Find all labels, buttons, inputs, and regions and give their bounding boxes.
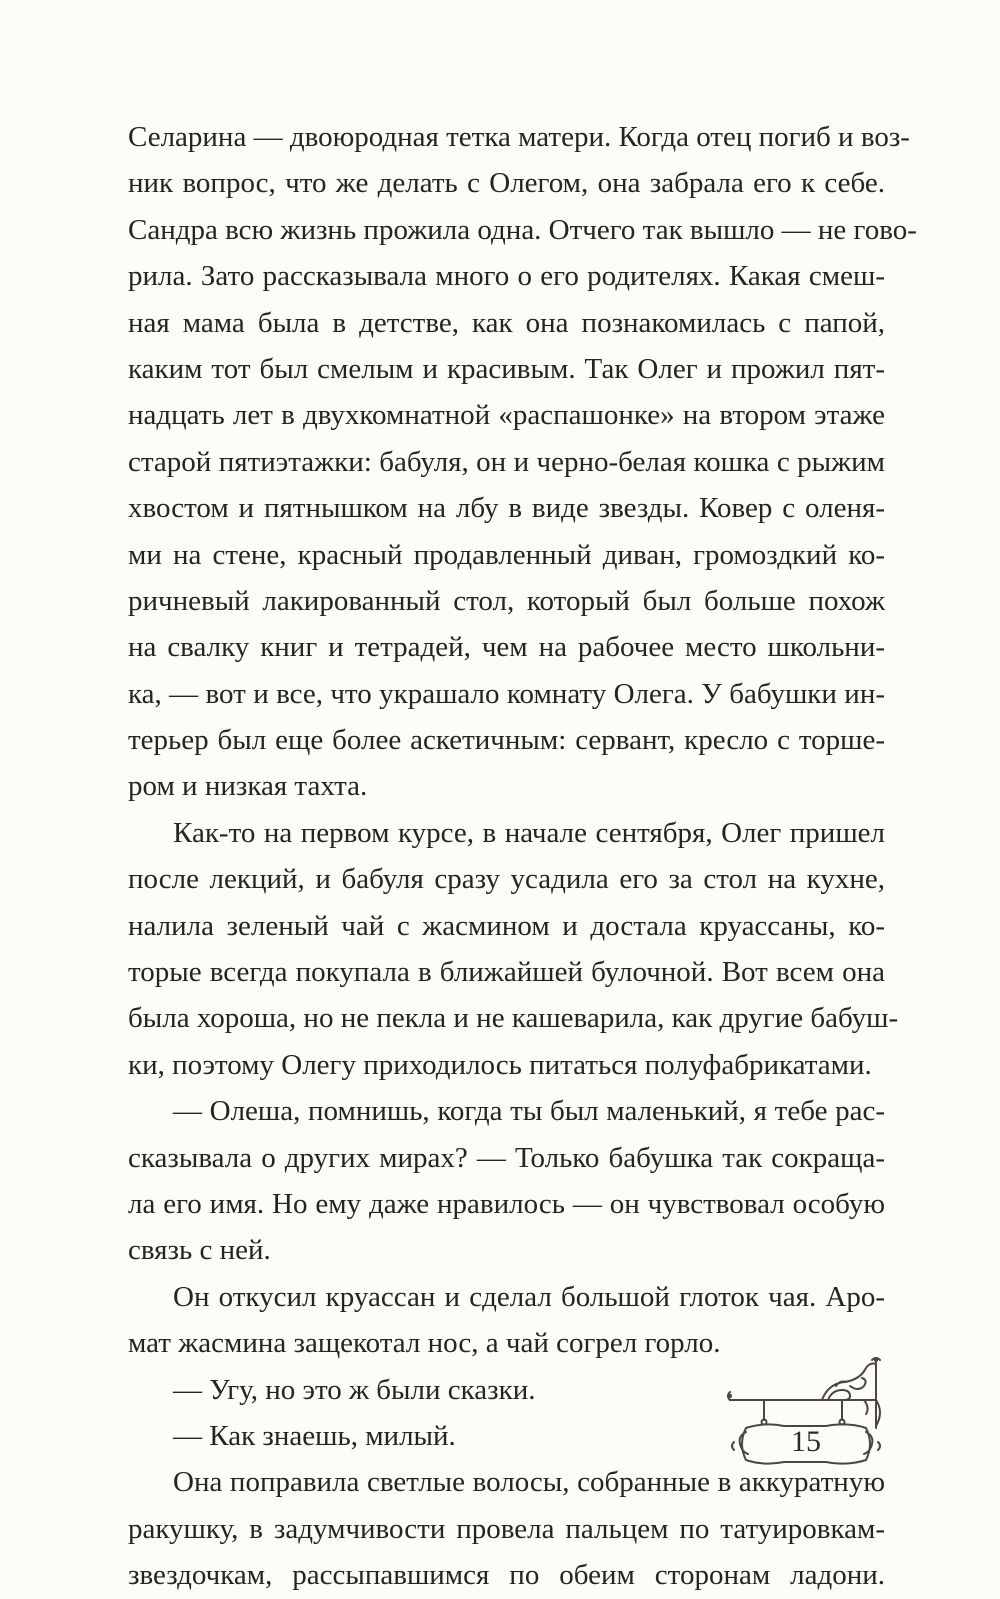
- text-line: рила. Зато рассказывала много о его родителях. Какая смеш-: [128, 260, 885, 293]
- text-line: Сандра всю жизнь прожила одна. Отчего так вышло — не гово-: [128, 213, 917, 246]
- text-line-dialogue: — Угу, но это ж были сказки.: [173, 1373, 536, 1406]
- text-line-paragraph-start: Она поправила светлые волосы, собранные в аккуратную: [173, 1466, 885, 1499]
- text-line-paragraph-end: связь с ней.: [128, 1234, 271, 1267]
- text-line: ричневый лакированный стол, который был больше похож: [128, 584, 885, 617]
- text-line: ла его имя. Но ему даже нравилось — он чувствовал особую: [128, 1187, 885, 1220]
- text-line: ная мама была в детстве, как она познакомилась с папой,: [128, 306, 885, 339]
- text-line: хвостом и пятнышком на лбу в виде звезды. Ковер с оленя-: [128, 492, 885, 525]
- text-line-paragraph-end: ки, поэтому Олегу приходилось питаться полуфабрикатами.: [128, 1048, 872, 1081]
- text-line: каким тот был смелым и красивым. Так Олег и прожил пят-: [128, 352, 885, 385]
- text-line: налила зеленый чай с жасмином и достала круассаны, ко-: [128, 909, 885, 942]
- text-line: Селарина — двоюродная тетка матери. Когда отец погиб и воз-: [128, 121, 910, 153]
- text-line-paragraph-start: — Олеша, помнишь, когда ты был маленький, я тебе рас-: [173, 1095, 885, 1128]
- text-line-paragraph-start: Он откусил круассан и сделал большой глоток чая. Аро-: [173, 1280, 885, 1313]
- text-line: была хороша, но не пекла и не кашеварила, как другие бабуш-: [128, 1002, 899, 1035]
- text-line: надцать лет в двухкомнатной «распашонке» на втором этаже: [128, 399, 885, 432]
- text-line: ка, — вот и все, что украшало комнату Олега. У бабушки ин-: [128, 677, 885, 710]
- text-line: ник вопрос, что же делать с Олегом, она забрала его к себе.: [128, 167, 885, 200]
- text-line-paragraph-end: мат жасмина защекотал нос, а чай согрел горло.: [128, 1327, 721, 1360]
- text-line-paragraph-end: ром и низкая тахта.: [128, 770, 368, 803]
- text-line: терьер был еще более аскетичным: сервант, кресло с торше-: [128, 724, 885, 757]
- page-number: 15: [791, 1425, 821, 1458]
- text-line: звездочкам, рассыпавшимся по обеим сторонам ладони.: [128, 1559, 885, 1592]
- text-line: ми на стене, красный продавленный диван, громоздкий ко-: [128, 538, 885, 571]
- text-line-dialogue: — Как знаешь, милый.: [173, 1419, 456, 1452]
- text-line: после лекций, и бабуля сразу усадила его за стол на кухне,: [128, 863, 885, 896]
- text-line: торые всегда покупала в ближайшей булочной. Вот всем она: [128, 956, 885, 989]
- text-line-paragraph-start: Как-то на первом курсе, в начале сентября, Олег пришел: [173, 816, 885, 849]
- text-line: ракушку, в задумчивости провела пальцем по татуировкам-: [128, 1512, 885, 1545]
- text-line: старой пятиэтажки: бабуля, он и черно-белая кошка с рыжим: [128, 445, 885, 478]
- text-line: сказывала о других мирах? — Только бабушка так сокраща-: [128, 1141, 885, 1174]
- text-line: на свалку книг и тетрадей, чем на рабочее место школьни-: [128, 631, 885, 664]
